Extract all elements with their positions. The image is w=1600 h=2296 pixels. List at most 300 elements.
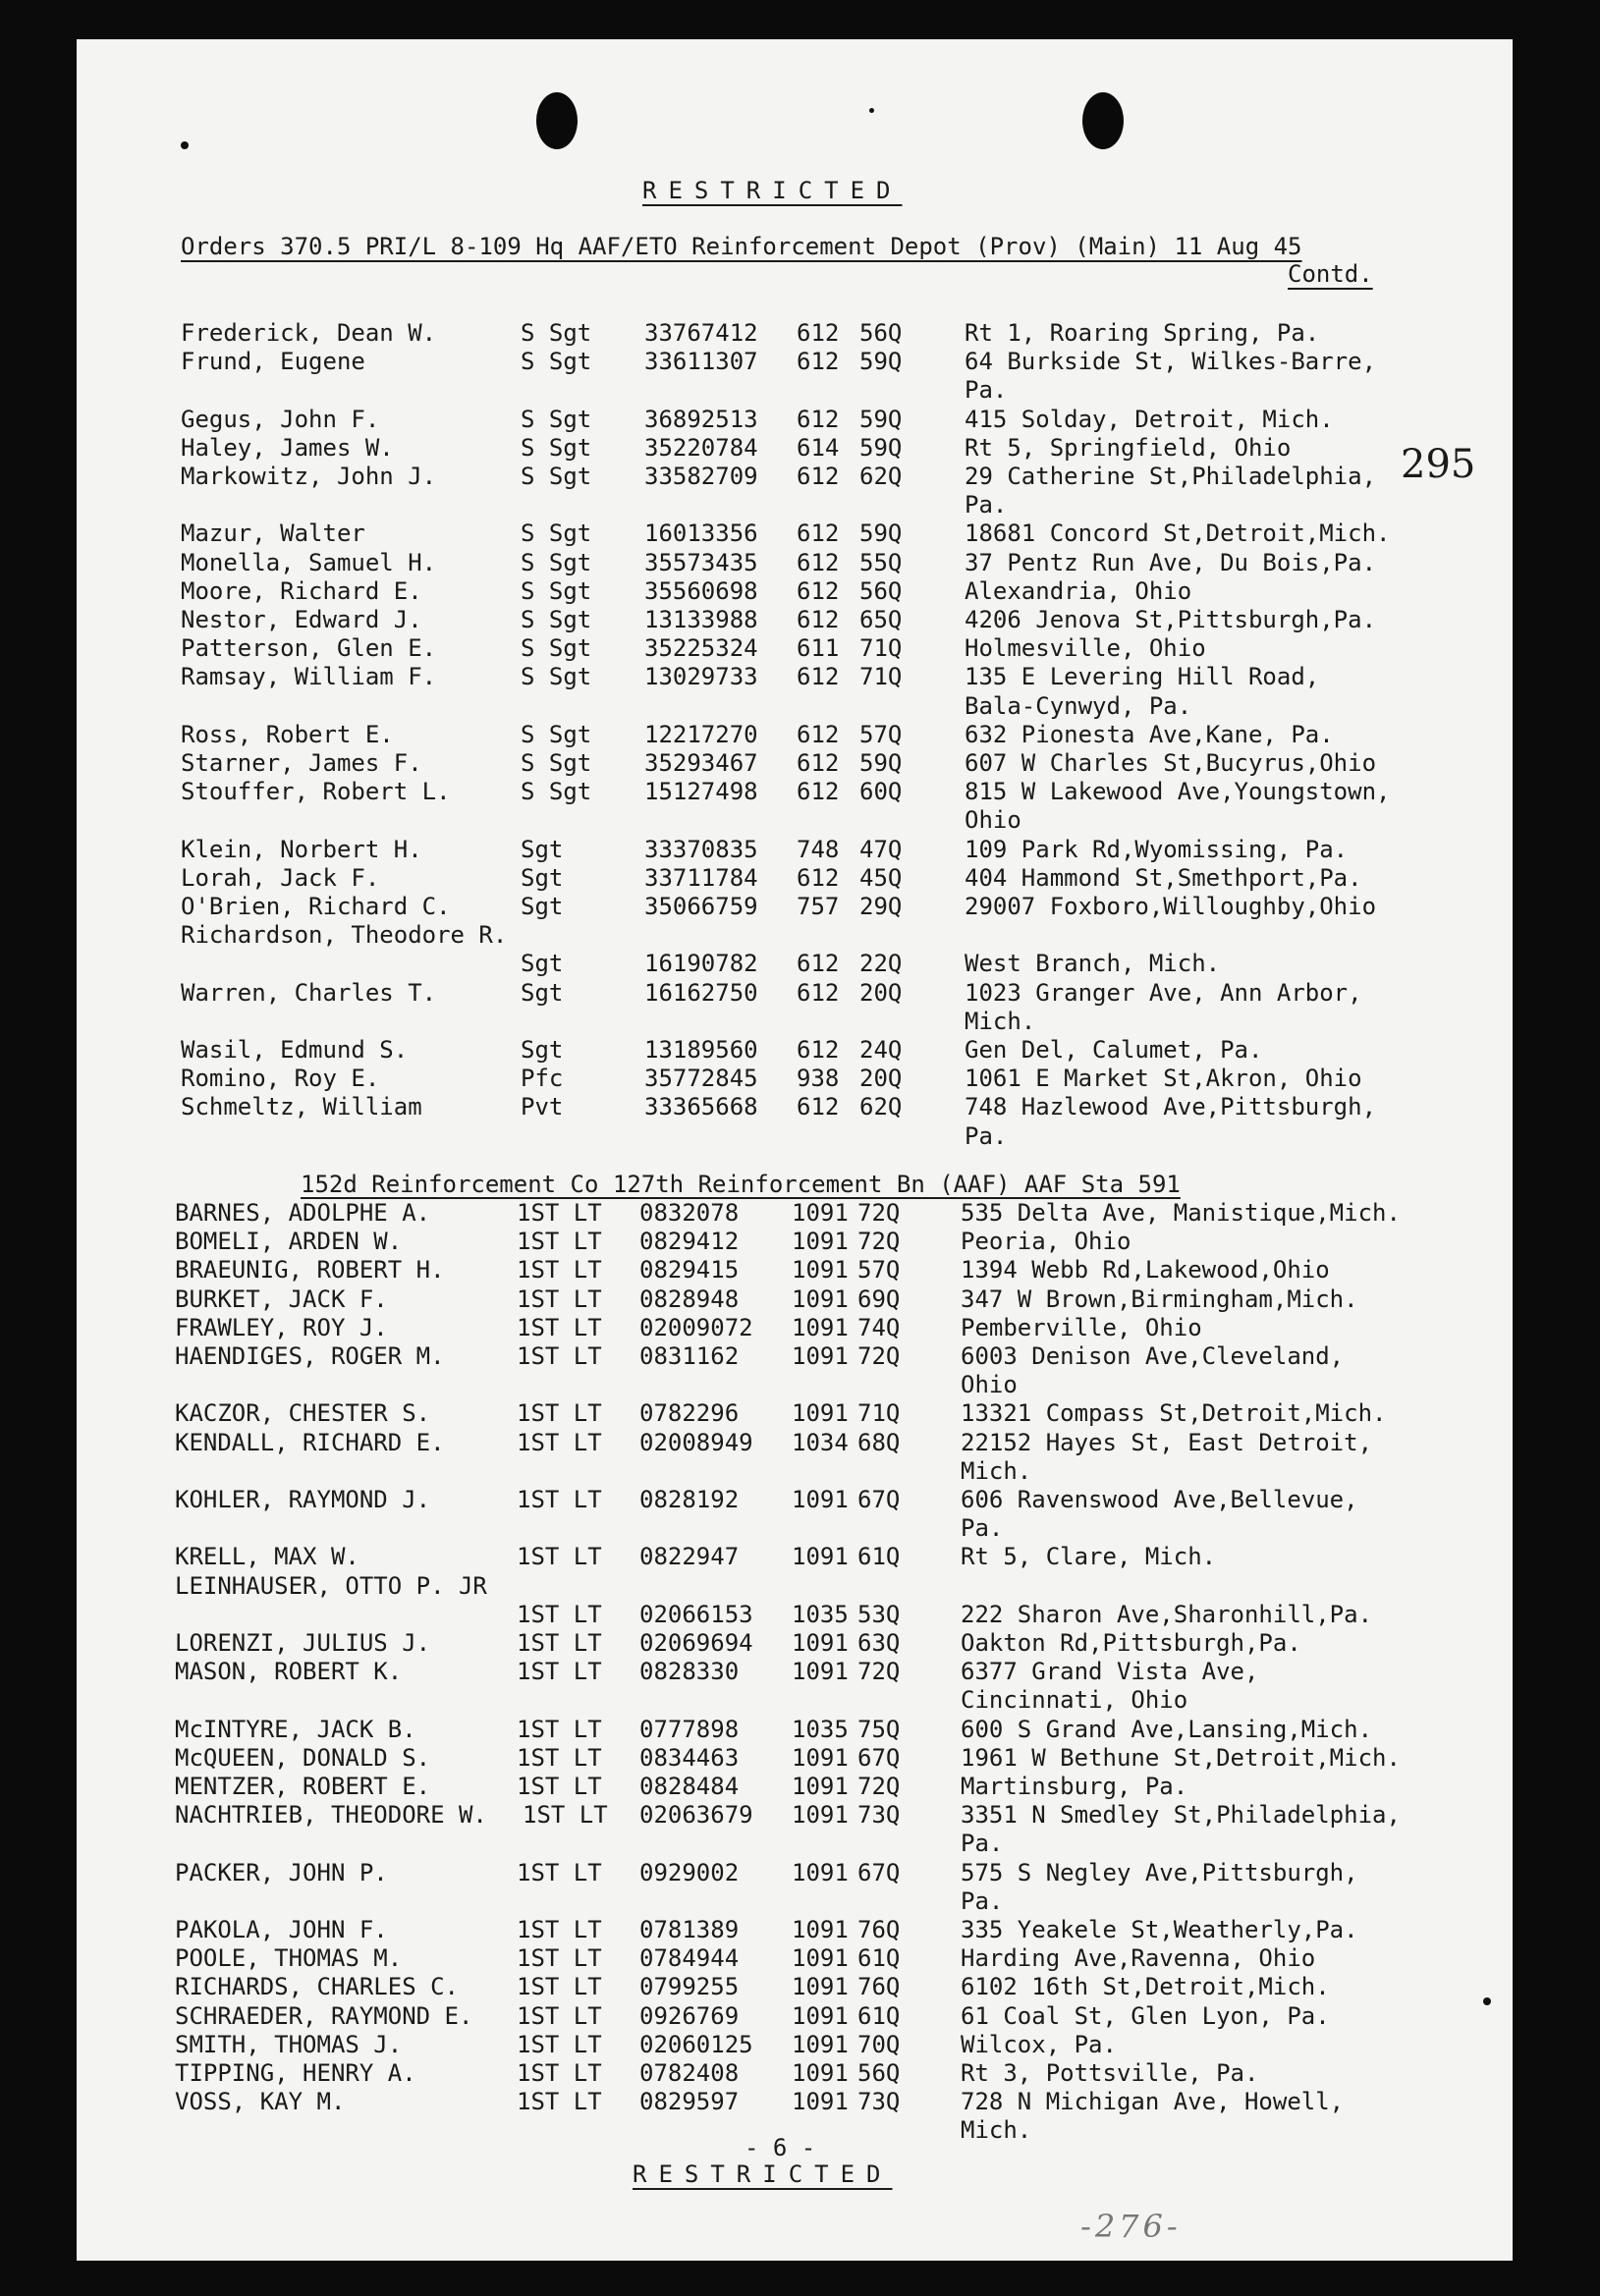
address-line: 3351 N Smedley St,Philadelphia, — [961, 1801, 1401, 1830]
rank: 1ST LT — [517, 1600, 602, 1628]
serial-number: 16190782 — [644, 950, 758, 978]
person-name: KRELL, MAX W. — [175, 1543, 359, 1571]
serial-number: 0829415 — [639, 1256, 740, 1285]
rank: S Sgt — [521, 576, 592, 605]
serial-number: 0828484 — [639, 1773, 740, 1800]
q-code: 76Q — [857, 1973, 901, 2001]
q-code: 63Q — [857, 1629, 901, 1657]
rank: 1ST LT — [523, 1801, 608, 1830]
table-row — [77, 748, 1513, 778]
rank: Sgt — [521, 835, 564, 863]
rank: 1ST LT — [517, 1773, 602, 1800]
serial-number: 33582709 — [644, 463, 758, 490]
table-row — [77, 1972, 1513, 2001]
person-name: LEINHAUSER, OTTO P. JR — [175, 1571, 487, 1600]
address-line: 6102 16th St,Detroit,Mich. — [961, 1973, 1330, 2001]
address-line: 1061 E Market St,Akron, Ohio — [965, 1065, 1362, 1093]
q-code: 56Q — [859, 319, 903, 347]
mos-code: 1035 — [792, 1715, 849, 1743]
rank: S Sgt — [521, 348, 592, 376]
table-row — [77, 1398, 1513, 1428]
serial-number: 0831162 — [639, 1342, 740, 1370]
serial-number: 33767412 — [644, 319, 758, 347]
serial-number: 16162750 — [644, 978, 758, 1007]
address-line: Martinsburg, Pa. — [961, 1773, 1188, 1800]
address-line: Gen Del, Calumet, Pa. — [965, 1036, 1263, 1064]
address-line: 13321 Compass St,Detroit,Mich. — [961, 1399, 1387, 1428]
person-name: HAENDIGES, ROGER M. — [175, 1342, 445, 1370]
q-code: 65Q — [859, 606, 903, 633]
rank: S Sgt — [521, 606, 592, 633]
address-line: Pa. — [965, 491, 1008, 519]
person-name: BARNES, ADOLPHE A. — [175, 1199, 431, 1227]
contd-label: Contd. — [1288, 260, 1373, 288]
margin-number: 295 — [1401, 442, 1476, 487]
mos-code: 612 — [797, 778, 840, 806]
mos-code: 1091 — [792, 1486, 849, 1513]
address-line: 335 Yeakele St,Weatherly,Pa. — [961, 1916, 1358, 1943]
table-row — [77, 318, 1513, 348]
address-line: 415 Solday, Detroit, Mich. — [965, 405, 1334, 433]
mos-code: 1091 — [792, 1944, 849, 1973]
table-row — [77, 1313, 1513, 1342]
rank: S Sgt — [521, 319, 592, 347]
mos-code: 612 — [797, 1036, 840, 1064]
serial-number: 15127498 — [644, 778, 758, 806]
q-code: 29Q — [859, 893, 903, 920]
rank: Sgt — [521, 1036, 564, 1064]
serial-number: 35293467 — [644, 749, 758, 777]
mos-code: 612 — [797, 720, 840, 748]
mos-code: 1091 — [792, 1256, 849, 1285]
q-code: 60Q — [859, 778, 903, 806]
serial-number: 02009072 — [639, 1313, 753, 1341]
mos-code: 612 — [797, 749, 840, 777]
serial-number: 0829412 — [639, 1228, 740, 1256]
q-code: 71Q — [859, 663, 903, 691]
table-row — [77, 1428, 1513, 1485]
person-name: Patterson, Glen E. — [181, 634, 437, 663]
rank: 1ST LT — [517, 1916, 602, 1943]
table-row — [77, 1255, 1513, 1285]
address-line: Peoria, Ohio — [961, 1228, 1131, 1256]
table-row — [77, 1943, 1513, 1973]
address-line: 607 W Charles St,Bucyrus,Ohio — [965, 749, 1377, 777]
serial-number: 0929002 — [639, 1858, 740, 1886]
q-code: 70Q — [857, 2030, 901, 2058]
address-line: 748 Hazlewood Ave,Pittsburgh, — [965, 1093, 1377, 1121]
q-code: 62Q — [859, 1093, 903, 1121]
table-row — [77, 1198, 1513, 1228]
address-line: 4206 Jenova St,Pittsburgh,Pa. — [965, 606, 1377, 633]
address-line: Pa. — [961, 1830, 1004, 1858]
mos-code: 612 — [797, 319, 840, 347]
q-code: 59Q — [859, 405, 903, 433]
table-row — [77, 1858, 1513, 1915]
address-line: Pa. — [961, 1886, 1004, 1915]
rank: 1ST LT — [517, 1715, 602, 1743]
address-line: Harding Ave,Ravenna, Ohio — [961, 1944, 1316, 1973]
person-name: KOHLER, RAYMOND J. — [175, 1486, 431, 1513]
table-row — [77, 462, 1513, 519]
address-line: Pa. — [961, 1514, 1004, 1543]
mos-code: 1091 — [792, 1399, 849, 1428]
q-code: 72Q — [857, 1773, 901, 1800]
rank: 1ST LT — [517, 2059, 602, 2087]
address-line: Ohio — [961, 1371, 1018, 1399]
q-code: 61Q — [857, 1944, 901, 1973]
page-number: - 6 - — [745, 2134, 816, 2161]
rank: S Sgt — [521, 663, 592, 691]
serial-number: 0782296 — [639, 1399, 740, 1428]
address-line: 1023 Granger Ave, Ann Arbor, — [965, 978, 1362, 1007]
mos-code: 1091 — [792, 1313, 849, 1341]
serial-number: 35772845 — [644, 1065, 758, 1093]
mos-code: 1091 — [792, 1342, 849, 1370]
table-row — [77, 1743, 1513, 1773]
serial-number: 35220784 — [644, 433, 758, 462]
rank: 1ST LT — [517, 2030, 602, 2058]
table-row — [77, 2087, 1513, 2145]
mos-code: 614 — [797, 433, 840, 462]
person-name: Markowitz, John J. — [181, 463, 437, 490]
address-line: 600 S Grand Ave,Lansing,Mich. — [961, 1715, 1373, 1743]
address-line: 6377 Grand Vista Ave, — [961, 1658, 1259, 1686]
person-name: Schmeltz, William — [181, 1093, 422, 1121]
table-row — [77, 576, 1513, 606]
mos-code: 1091 — [792, 1228, 849, 1256]
address-line: 347 W Brown,Birmingham,Mich. — [961, 1285, 1358, 1313]
q-code: 68Q — [857, 1428, 901, 1456]
address-line: Mich. — [961, 2116, 1032, 2145]
mos-code: 612 — [797, 519, 840, 548]
address-line: 575 S Negley Ave,Pittsburgh, — [961, 1858, 1358, 1886]
address-line: Rt 1, Roaring Spring, Pa. — [965, 319, 1320, 347]
table-row — [77, 978, 1513, 1035]
serial-number: 02008949 — [639, 1428, 753, 1456]
table-row — [77, 1285, 1513, 1314]
mos-code: 612 — [797, 950, 840, 978]
mos-code: 612 — [797, 663, 840, 691]
mos-code: 612 — [797, 405, 840, 433]
address-line: 815 W Lakewood Ave,Youngstown, — [965, 778, 1391, 806]
table-row — [77, 720, 1513, 749]
punch-hole-left — [536, 92, 578, 149]
address-line: 728 N Michigan Ave, Howell, — [961, 2088, 1345, 2116]
serial-number: 0926769 — [639, 2001, 740, 2030]
mos-code: 612 — [797, 348, 840, 376]
mos-code: 1091 — [792, 2030, 849, 2058]
table-row — [77, 1915, 1513, 1944]
person-name: McINTYRE, JACK B. — [175, 1715, 416, 1743]
address-line: Pemberville, Ohio — [961, 1313, 1202, 1341]
person-name: POOLE, THOMAS M. — [175, 1944, 403, 1973]
serial-number: 13029733 — [644, 663, 758, 691]
address-line: Ohio — [965, 806, 1021, 835]
q-code: 76Q — [857, 1916, 901, 1943]
table-row — [77, 519, 1513, 548]
mos-code: 1091 — [792, 2088, 849, 2116]
mos-code: 1091 — [792, 2001, 849, 2030]
q-code: 73Q — [857, 2088, 901, 2116]
person-name: Klein, Norbert H. — [181, 835, 422, 863]
rank: 1ST LT — [517, 1228, 602, 1256]
table-row — [77, 1341, 1513, 1399]
table-row — [77, 662, 1513, 720]
q-code: 72Q — [857, 1228, 901, 1256]
q-code: 55Q — [859, 548, 903, 576]
table-row — [77, 835, 1513, 864]
table-row — [77, 2058, 1513, 2088]
person-name: Warren, Charles T. — [181, 978, 437, 1007]
rank: S Sgt — [521, 749, 592, 777]
q-code: 62Q — [859, 463, 903, 490]
mos-code: 748 — [797, 835, 840, 863]
rank: 1ST LT — [517, 1658, 602, 1686]
mos-code: 1091 — [792, 1773, 849, 1800]
address-line: 222 Sharon Ave,Sharonhill,Pa. — [961, 1600, 1373, 1628]
q-code: 61Q — [857, 2001, 901, 2030]
table-row — [77, 1485, 1513, 1543]
mos-code: 612 — [797, 606, 840, 633]
table-row — [77, 1628, 1513, 1658]
table-row — [77, 433, 1513, 463]
person-name: Richardson, Theodore R. — [181, 921, 508, 950]
address-line: 64 Burkside St, Wilkes-Barre, — [965, 348, 1377, 376]
address-line: 18681 Concord St,Detroit,Mich. — [965, 519, 1391, 548]
serial-number: 02069694 — [639, 1629, 753, 1657]
table-row — [77, 605, 1513, 634]
rank: 1ST LT — [517, 1428, 602, 1456]
address-line: 535 Delta Ave, Manistique,Mich. — [961, 1199, 1401, 1227]
serial-number: 33370835 — [644, 835, 758, 863]
rank: 1ST LT — [517, 1944, 602, 1973]
q-code: 74Q — [857, 1313, 901, 1341]
q-code: 24Q — [859, 1036, 903, 1064]
rank: Pvt — [521, 1093, 564, 1121]
address-line: 404 Hammond St,Smethport,Pa. — [965, 863, 1362, 892]
person-name: MASON, ROBERT K. — [175, 1658, 403, 1686]
rank: 1ST LT — [517, 1285, 602, 1313]
serial-number: 35066759 — [644, 893, 758, 920]
address-line: Bala-Cynwyd, Pa. — [965, 691, 1192, 720]
rank: S Sgt — [521, 778, 592, 806]
table-row — [77, 892, 1513, 921]
q-code: 69Q — [857, 1285, 901, 1313]
address-line: 6003 Denison Ave,Cleveland, — [961, 1342, 1345, 1370]
serial-number: 0781389 — [639, 1916, 740, 1943]
serial-number: 12217270 — [644, 720, 758, 748]
rank: 1ST LT — [517, 1486, 602, 1513]
mos-code: 1091 — [792, 1285, 849, 1313]
person-name: RICHARDS, CHARLES C. — [175, 1973, 459, 2001]
serial-number: 0782408 — [639, 2059, 740, 2087]
person-name: Frederick, Dean W. — [181, 319, 437, 347]
mos-code: 612 — [797, 1093, 840, 1121]
q-code: 59Q — [859, 433, 903, 462]
serial-number: 35560698 — [644, 576, 758, 605]
mos-code: 1091 — [792, 1858, 849, 1886]
section-title: 152d Reinforcement Co 127th Reinforcement Bn (AAF) AAF Sta 591 — [301, 1171, 1181, 1198]
mos-code: 612 — [797, 978, 840, 1007]
serial-number: 13189560 — [644, 1036, 758, 1064]
rank: Sgt — [521, 893, 564, 920]
mos-code: 1091 — [792, 1973, 849, 2001]
speck — [869, 108, 874, 113]
address-line: 22152 Hayes St, East Detroit, — [961, 1428, 1373, 1456]
table-row — [77, 1715, 1513, 1744]
address-line: Cincinnati, Ohio — [961, 1686, 1188, 1715]
person-name: PACKER, JOHN P. — [175, 1858, 388, 1886]
table-row — [77, 548, 1513, 577]
q-code: 53Q — [857, 1600, 901, 1628]
rank: S Sgt — [521, 463, 592, 490]
rank: 1ST LT — [517, 1629, 602, 1657]
rank: S Sgt — [521, 720, 592, 748]
address-line: Rt 5, Clare, Mich. — [961, 1543, 1217, 1571]
serial-number: 0822947 — [639, 1543, 740, 1571]
q-code: 72Q — [857, 1199, 901, 1227]
serial-number: 36892513 — [644, 405, 758, 433]
address-line: Holmesville, Ohio — [965, 634, 1206, 663]
table-row — [77, 405, 1513, 434]
rank: Sgt — [521, 978, 564, 1007]
person-name: Starner, James F. — [181, 749, 422, 777]
person-name: McQUEEN, DONALD S. — [175, 1743, 431, 1772]
rank: Sgt — [521, 950, 564, 978]
table-row — [77, 1800, 1513, 1858]
serial-number: 0834463 — [639, 1743, 740, 1772]
person-name: Haley, James W. — [181, 433, 394, 462]
rank: Pfc — [521, 1065, 564, 1093]
table-row — [77, 1772, 1513, 1801]
rank: 1ST LT — [517, 1743, 602, 1772]
table-row — [77, 2001, 1513, 2031]
person-name: Wasil, Edmund S. — [181, 1036, 409, 1064]
serial-number: 35573435 — [644, 548, 758, 576]
person-name: BOMELI, ARDEN W. — [175, 1228, 403, 1256]
q-code: 20Q — [859, 978, 903, 1007]
q-code: 57Q — [857, 1256, 901, 1285]
address-line: Rt 3, Pottsville, Pa. — [961, 2059, 1259, 2087]
mos-code: 1091 — [792, 1916, 849, 1943]
address-line: West Branch, Mich. — [965, 950, 1221, 978]
address-line: 61 Coal St, Glen Lyon, Pa. — [961, 2001, 1330, 2030]
q-code: 22Q — [859, 950, 903, 978]
person-name: BRAEUNIG, ROBERT H. — [175, 1256, 445, 1285]
q-code: 72Q — [857, 1342, 901, 1370]
q-code: 47Q — [859, 835, 903, 863]
serial-number: 0828330 — [639, 1658, 740, 1686]
mos-code: 612 — [797, 548, 840, 576]
person-name: Moore, Richard E. — [181, 576, 422, 605]
q-code: 67Q — [857, 1743, 901, 1772]
address-line: Rt 5, Springfield, Ohio — [965, 433, 1292, 462]
address-line: Pa. — [965, 1121, 1008, 1150]
q-code: 56Q — [859, 576, 903, 605]
mos-code: 1091 — [792, 1801, 849, 1830]
q-code: 59Q — [859, 348, 903, 376]
address-line: 135 E Levering Hill Road, — [965, 663, 1320, 691]
address-line: 632 Pionesta Ave,Kane, Pa. — [965, 720, 1334, 748]
person-name: KACZOR, CHESTER S. — [175, 1399, 431, 1428]
serial-number: 0784944 — [639, 1944, 740, 1973]
q-code: 59Q — [859, 519, 903, 548]
q-code: 57Q — [859, 720, 903, 748]
table-row — [77, 920, 1513, 978]
person-name: KENDALL, RICHARD E. — [175, 1428, 445, 1456]
table-row — [77, 347, 1513, 405]
speck — [181, 141, 189, 149]
person-name: MENTZER, ROBERT E. — [175, 1773, 431, 1800]
rank: 1ST LT — [517, 1313, 602, 1341]
address-line: Mich. — [961, 1456, 1032, 1485]
person-name: FRAWLEY, ROY J. — [175, 1313, 388, 1341]
restricted-heading-top: RESTRICTED — [642, 177, 903, 204]
person-name: BURKET, JACK F. — [175, 1285, 388, 1313]
person-name: Romino, Roy E. — [181, 1065, 380, 1093]
address-line: 606 Ravenswood Ave,Bellevue, — [961, 1486, 1358, 1513]
q-code: 75Q — [857, 1715, 901, 1743]
address-line: 109 Park Rd,Wyomissing, Pa. — [965, 835, 1349, 863]
address-line: Mich. — [965, 1007, 1036, 1035]
address-line: Wilcox, Pa. — [961, 2030, 1117, 2058]
rank: S Sgt — [521, 548, 592, 576]
person-name: LORENZI, JULIUS J. — [175, 1629, 431, 1657]
q-code: 20Q — [859, 1065, 903, 1093]
serial-number: 02063679 — [639, 1801, 753, 1830]
q-code: 56Q — [857, 2059, 901, 2087]
mos-code: 1091 — [792, 1629, 849, 1657]
q-code: 67Q — [857, 1486, 901, 1513]
person-name: PAKOLA, JOHN F. — [175, 1916, 388, 1943]
table-row — [77, 1227, 1513, 1256]
person-name: Stouffer, Robert L. — [181, 778, 451, 806]
rank: 1ST LT — [517, 1256, 602, 1285]
person-name: Gegus, John F. — [181, 405, 380, 433]
rank: 1ST LT — [517, 1858, 602, 1886]
person-name: Nestor, Edward J. — [181, 606, 422, 633]
table-row — [77, 1571, 1513, 1628]
q-code: 72Q — [857, 1658, 901, 1686]
table-row — [77, 1035, 1513, 1065]
person-name: Mazur, Walter — [181, 519, 365, 548]
person-name: SCHRAEDER, RAYMOND E. — [175, 2001, 473, 2030]
address-line: Alexandria, Ohio — [965, 576, 1192, 605]
person-name: Ramsay, William F. — [181, 663, 437, 691]
mos-code: 1091 — [792, 1543, 849, 1571]
person-name: Lorah, Jack F. — [181, 863, 380, 892]
person-name: Frund, Eugene — [181, 348, 365, 376]
document-page — [77, 39, 1513, 2261]
serial-number: 0828948 — [639, 1285, 740, 1313]
mos-code: 612 — [797, 463, 840, 490]
q-code: 61Q — [857, 1543, 901, 1571]
q-code: 73Q — [857, 1801, 901, 1830]
mos-code: 1034 — [792, 1428, 849, 1456]
q-code: 71Q — [857, 1399, 901, 1428]
person-name: SMITH, THOMAS J. — [175, 2030, 403, 2058]
person-name: TIPPING, HENRY A. — [175, 2059, 416, 2087]
q-code: 45Q — [859, 863, 903, 892]
serial-number: 02060125 — [639, 2030, 753, 2058]
orders-line: Orders 370.5 PRI/L 8-109 Hq AAF/ETO Reinforcement Depot (Prov) (Main) 11 Aug 45 — [181, 233, 1302, 260]
mos-code: 1091 — [792, 1199, 849, 1227]
serial-number: 33365668 — [644, 1093, 758, 1121]
table-row — [77, 1542, 1513, 1571]
person-name: O'Brien, Richard C. — [181, 893, 451, 920]
rank: S Sgt — [521, 634, 592, 663]
